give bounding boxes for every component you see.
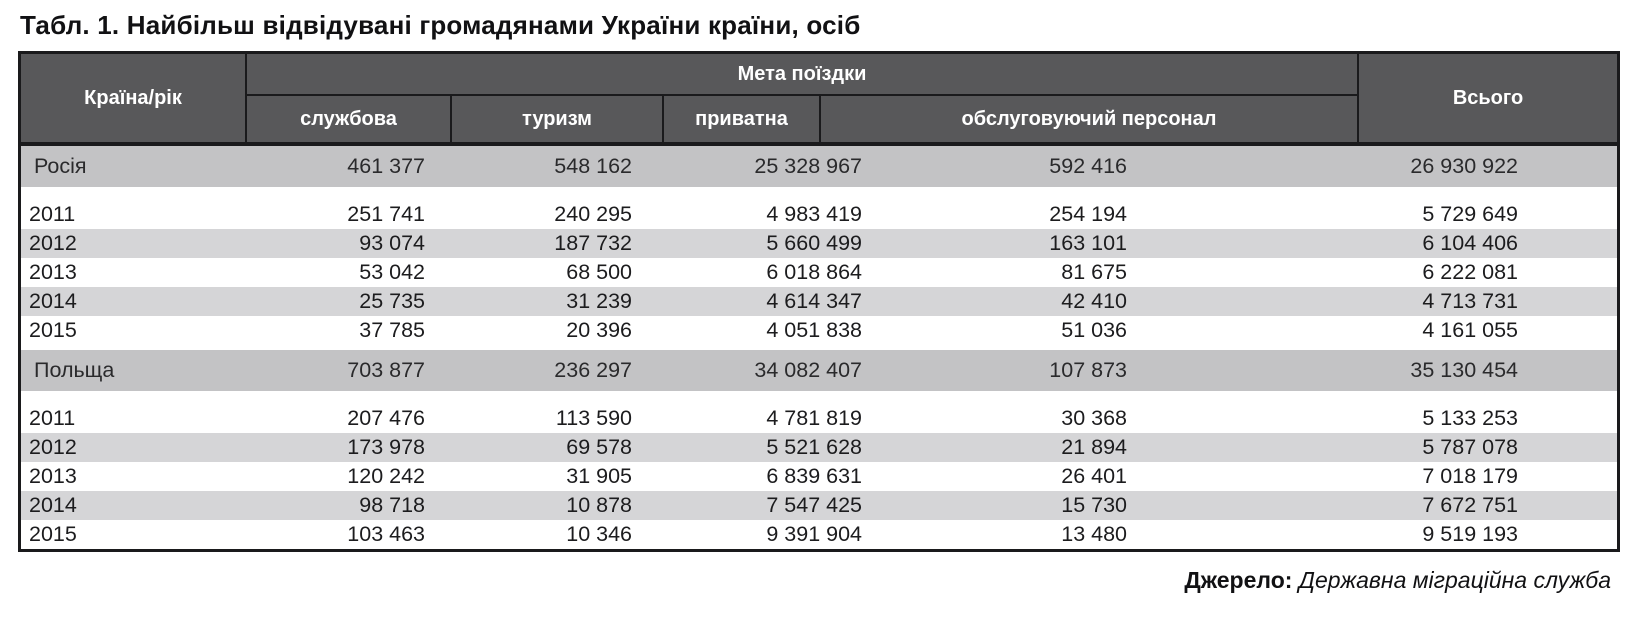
value-cell: 163 101 bbox=[1049, 231, 1127, 255]
value-cell: 207 476 bbox=[347, 406, 425, 430]
value-cell: 7 672 751 bbox=[1422, 493, 1518, 517]
header-cell-purpose-private: приватна bbox=[664, 96, 819, 142]
value-cell: 6 104 406 bbox=[1422, 231, 1518, 255]
value-cell: 10 878 bbox=[566, 493, 632, 517]
country-label: Росія bbox=[34, 154, 87, 178]
value-cell: 21 894 bbox=[1061, 435, 1127, 459]
country-summary-row bbox=[21, 350, 1617, 391]
row-spacer bbox=[21, 187, 1617, 200]
value-cell: 10 346 bbox=[566, 522, 632, 546]
country-summary-row bbox=[21, 146, 1617, 187]
value-cell: 254 194 bbox=[1049, 202, 1127, 226]
value-cell: 703 877 bbox=[347, 358, 425, 382]
value-cell: 4 051 838 bbox=[766, 318, 862, 342]
row-spacer bbox=[21, 391, 1617, 404]
year-label: 2013 bbox=[29, 260, 77, 284]
year-label: 2012 bbox=[29, 435, 77, 459]
source-label: Джерело: bbox=[1184, 567, 1293, 593]
value-cell: 93 074 bbox=[359, 231, 425, 255]
value-cell: 120 242 bbox=[347, 464, 425, 488]
year-data-row bbox=[21, 462, 1617, 491]
value-cell: 251 741 bbox=[347, 202, 425, 226]
value-cell: 98 718 bbox=[359, 493, 425, 517]
year-label: 2014 bbox=[29, 289, 77, 313]
value-cell: 9 391 904 bbox=[766, 522, 862, 546]
source-value: Державна міграційна служба bbox=[1298, 567, 1611, 593]
year-data-row bbox=[21, 520, 1617, 549]
value-cell: 113 590 bbox=[555, 406, 632, 430]
value-cell: 5 787 078 bbox=[1422, 435, 1518, 459]
value-cell: 4 781 819 bbox=[766, 406, 862, 430]
value-cell: 5 660 499 bbox=[766, 231, 862, 255]
value-cell: 548 162 bbox=[554, 154, 632, 178]
value-cell: 107 873 bbox=[1049, 358, 1127, 382]
statistics-table bbox=[18, 51, 1620, 552]
value-cell: 13 480 bbox=[1061, 522, 1127, 546]
year-label: 2014 bbox=[29, 493, 77, 517]
value-cell: 31 905 bbox=[566, 464, 632, 488]
value-cell: 25 328 967 bbox=[754, 154, 862, 178]
value-cell: 173 978 bbox=[347, 435, 425, 459]
value-cell: 6 839 631 bbox=[766, 464, 862, 488]
value-cell: 461 377 bbox=[347, 154, 425, 178]
table-body bbox=[21, 142, 1617, 549]
value-cell: 37 785 bbox=[359, 318, 425, 342]
header-cell-purpose-group: Мета поїздки bbox=[247, 54, 1357, 94]
value-cell: 6 018 864 bbox=[766, 260, 862, 284]
table-title: Табл. 1. Найбільш відвідувані громадянами України країни, осіб bbox=[20, 10, 861, 40]
value-cell: 35 130 454 bbox=[1410, 358, 1518, 382]
year-label: 2015 bbox=[29, 522, 77, 546]
value-cell: 187 732 bbox=[554, 231, 632, 255]
year-label: 2011 bbox=[29, 202, 76, 226]
value-cell: 6 222 081 bbox=[1422, 260, 1518, 284]
value-cell: 5 729 649 bbox=[1422, 202, 1518, 226]
value-cell: 592 416 bbox=[1049, 154, 1127, 178]
header-cell-purpose-business: службова bbox=[247, 96, 450, 142]
header-cell-total: Всього bbox=[1359, 54, 1617, 142]
value-cell: 103 463 bbox=[347, 522, 425, 546]
value-cell: 69 578 bbox=[566, 435, 632, 459]
value-cell: 51 036 bbox=[1061, 318, 1127, 342]
year-label: 2015 bbox=[29, 318, 77, 342]
year-data-row bbox=[21, 200, 1617, 229]
value-cell: 68 500 bbox=[566, 260, 632, 284]
value-cell: 42 410 bbox=[1061, 289, 1127, 313]
value-cell: 4 161 055 bbox=[1422, 318, 1518, 342]
table-header bbox=[21, 54, 1617, 142]
value-cell: 26 401 bbox=[1061, 464, 1127, 488]
value-cell: 26 930 922 bbox=[1410, 154, 1518, 178]
value-cell: 5 521 628 bbox=[766, 435, 862, 459]
country-label: Польща bbox=[34, 358, 115, 382]
value-cell: 4 983 419 bbox=[766, 202, 862, 226]
value-cell: 9 519 193 bbox=[1422, 522, 1518, 546]
year-data-row bbox=[21, 229, 1617, 258]
year-data-row bbox=[21, 433, 1617, 462]
header-cell-purpose-tourism: туризм bbox=[452, 96, 662, 142]
value-cell: 34 082 407 bbox=[754, 358, 862, 382]
year-label: 2013 bbox=[29, 464, 77, 488]
value-cell: 31 239 bbox=[566, 289, 632, 313]
year-data-row bbox=[21, 258, 1617, 287]
value-cell: 7 547 425 bbox=[766, 493, 862, 517]
source-line bbox=[18, 567, 1617, 594]
value-cell: 15 730 bbox=[1061, 493, 1127, 517]
value-cell: 7 018 179 bbox=[1422, 464, 1518, 488]
value-cell: 236 297 bbox=[554, 358, 632, 382]
header-cell-country-year: Країна/рік bbox=[21, 54, 245, 142]
year-label: 2011 bbox=[29, 406, 76, 430]
year-data-row bbox=[21, 287, 1617, 316]
year-data-row bbox=[21, 491, 1617, 520]
year-data-row bbox=[21, 316, 1617, 345]
header-cell-purpose-service-personnel: обслуговуючий персонал bbox=[821, 96, 1357, 142]
value-cell: 30 368 bbox=[1061, 406, 1127, 430]
value-cell: 240 295 bbox=[554, 202, 632, 226]
value-cell: 25 735 bbox=[359, 289, 425, 313]
value-cell: 53 042 bbox=[359, 260, 425, 284]
value-cell: 20 396 bbox=[566, 318, 632, 342]
year-data-row bbox=[21, 404, 1617, 433]
year-label: 2012 bbox=[29, 231, 77, 255]
value-cell: 4 614 347 bbox=[766, 289, 862, 313]
value-cell: 4 713 731 bbox=[1422, 289, 1518, 313]
value-cell: 81 675 bbox=[1061, 260, 1127, 284]
value-cell: 5 133 253 bbox=[1422, 406, 1518, 430]
